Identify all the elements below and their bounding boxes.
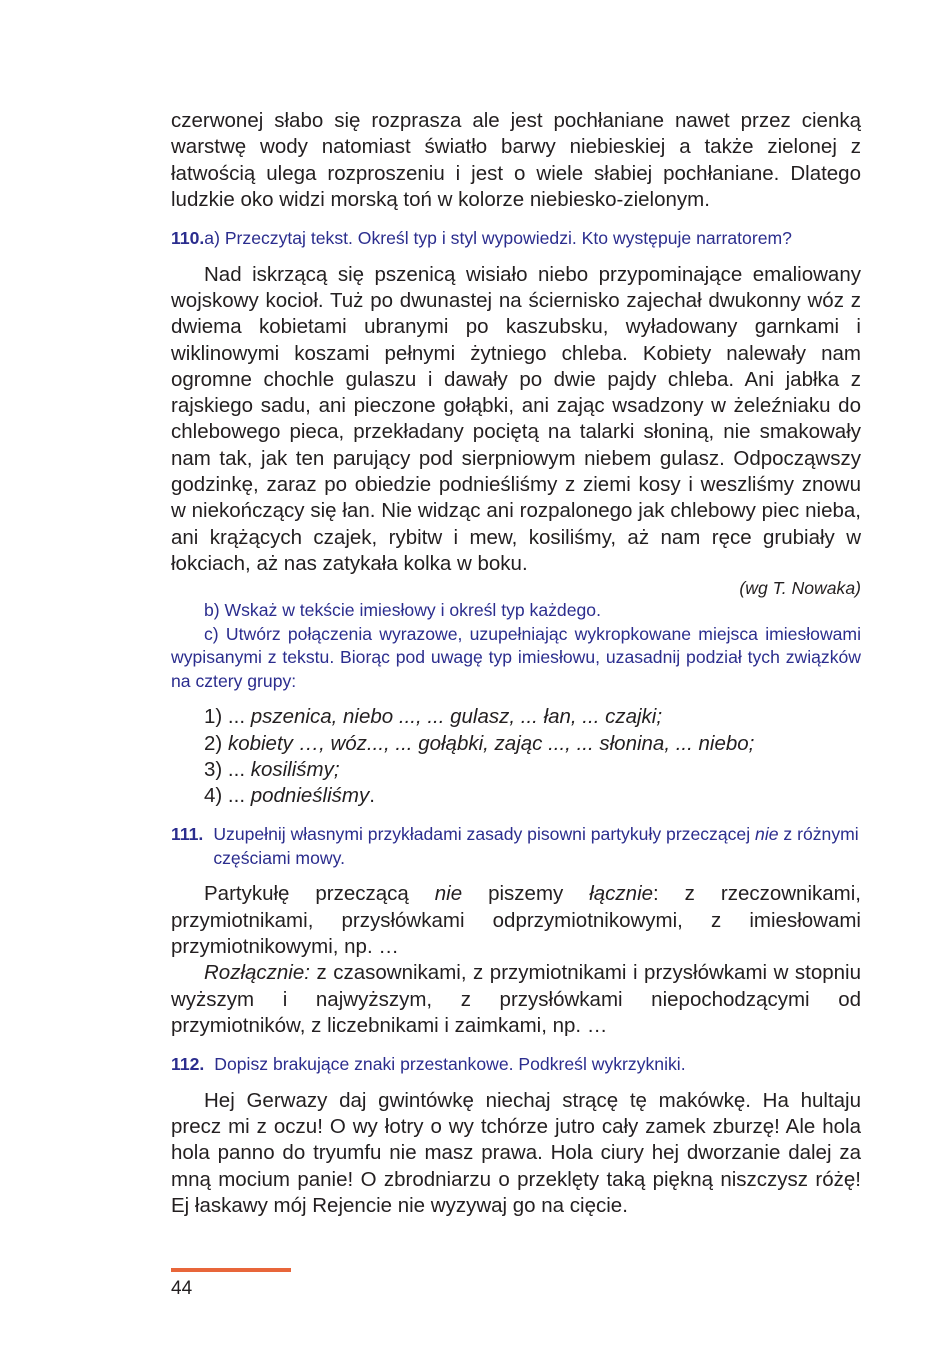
list-item: 2) kobiety …, wóz..., ... gołąbki, zając ..., ... słonina, ... niebo; xyxy=(204,731,755,755)
task-112-instruction: Dopisz brakujące znaki przestankowe. Podkreśl wykrzykniki. xyxy=(214,1054,686,1075)
task-111-number: 111. xyxy=(171,824,204,845)
page-content xyxy=(171,108,861,1219)
task-110-instruction-a: a) Przeczytaj tekst. Określ typ i styl wypowiedzi. Kto występuje narratorem? xyxy=(204,228,792,249)
task-110-instruction-b: b) Wskaż w tekście imiesłowy i określ typ każdego. xyxy=(204,600,601,621)
list-item: 4) ... podnieśliśmy. xyxy=(204,784,375,808)
task-110-number: 110. xyxy=(171,228,205,249)
task-111-instruction: Uzupełnij własnymi przykładami zasady pisowni partykuły przeczącej nie z różnymi częściami mowy. xyxy=(213,824,859,868)
task-112-text: Hej Gerwazy daj gwintówkę niechaj strącę tę makówkę. Ha hultaju precz mi z oczu! O wy łotry o wy tchórze jutro cały zamek zburzę! Ale hola hola panno do tryumfu nie masz prawa. Hola ciury hej dworzanie dalej za mną mocium panie! O zbrodniarzu o przeklęty taką piękną niszczysz różę! Ej łaskawy mój Rejencie nie wyzywaj go na cięcie. xyxy=(171,1088,861,1217)
task-110-instruction-c: c) Utwórz połączenia wyrazowe, uzupełniając wykropkowane miejsca imiesłowami wypisanymi z tekstu. Biorąc pod uwagę typ imiesłowu, uzasadnij podział tych związków na cztery grupy: xyxy=(171,623,861,691)
task-110-text: Nad iskrzącą się pszenicą wisiało niebo przypominające emaliowany wojskowy kocioł. Tuż po dwunastej na ściernisko zajechał dwukonny wóz z dwiema kobietami ubranymi po kaszubsku, wyładowany garnkami i wiklinowymi koszami pełnymi żytniego chleba. Kobiety nalewały nam ogromne chochle gulaszu i dawały po dwie pajdy chleba. Ani jabłka z rajskiego sadu, ani pieczone gołąbki, ani zając wsadzony w żeleźniaku do chlebowego pieca, przekładany pociętą na talarki słoniną, nie smakowały nam tak, jak ten parujący pod sierpniowym niebem gulasz. Odpocząwszy godzinkę, zaraz po obiedzie podnieśliśmy z ziemi kosy i weszliśmy znowu w niekończący się łan. Nie widząc ani rozpalonego jak chlebowy piec nieba, ani krążących czajek, rybitw i mew, kosiliśmy, aż nam ręce grubiały w łokciach, aż nas zatykała kolka w boku. xyxy=(171,262,861,575)
task-110-list xyxy=(171,704,861,809)
task-110-heading xyxy=(171,227,861,251)
task-112-heading xyxy=(171,1053,861,1077)
task-112-number: 112. xyxy=(171,1054,205,1075)
task-111-paragraph-2: Rozłącznie: z czasownikami, z przymiotnikami i przysłówkami w stopniu wyższym i najwyższym, z przysłówkami niepochodzącymi od przymiotników, z liczebnikami i zaimkami, np. … xyxy=(171,961,861,1037)
list-item: 3) ... kosiliśmy; xyxy=(204,757,340,781)
page-number: 44 xyxy=(171,1278,193,1299)
list-item: 1) ... pszenica, niebo ..., ... gulasz, ... łan, ... czajki; xyxy=(204,705,663,729)
footer-divider xyxy=(171,1268,291,1272)
task-111-heading xyxy=(171,823,861,870)
intro-paragraph: czerwonej słabo się rozprasza ale jest pochłaniane nawet przez cienką warstwę wody natomiast światło barwy niebieskiej a także zielonej z łatwością ulega rozproszeniu i jest o wiele słabiej pochłaniane. Dlatego ludzkie oko widzi morską toń w kolorze niebiesko-zielonym. xyxy=(171,109,861,211)
task-111-paragraph-1: Partykułę przeczącą nie piszemy łącznie: z rzeczownikami, przymiotnikami, przysłówkami odprzymiotnikowymi, z imiesłowami przymiotnikowymi, np. … xyxy=(171,882,861,959)
task-110-author: (wg T. Nowaka) xyxy=(739,578,861,599)
